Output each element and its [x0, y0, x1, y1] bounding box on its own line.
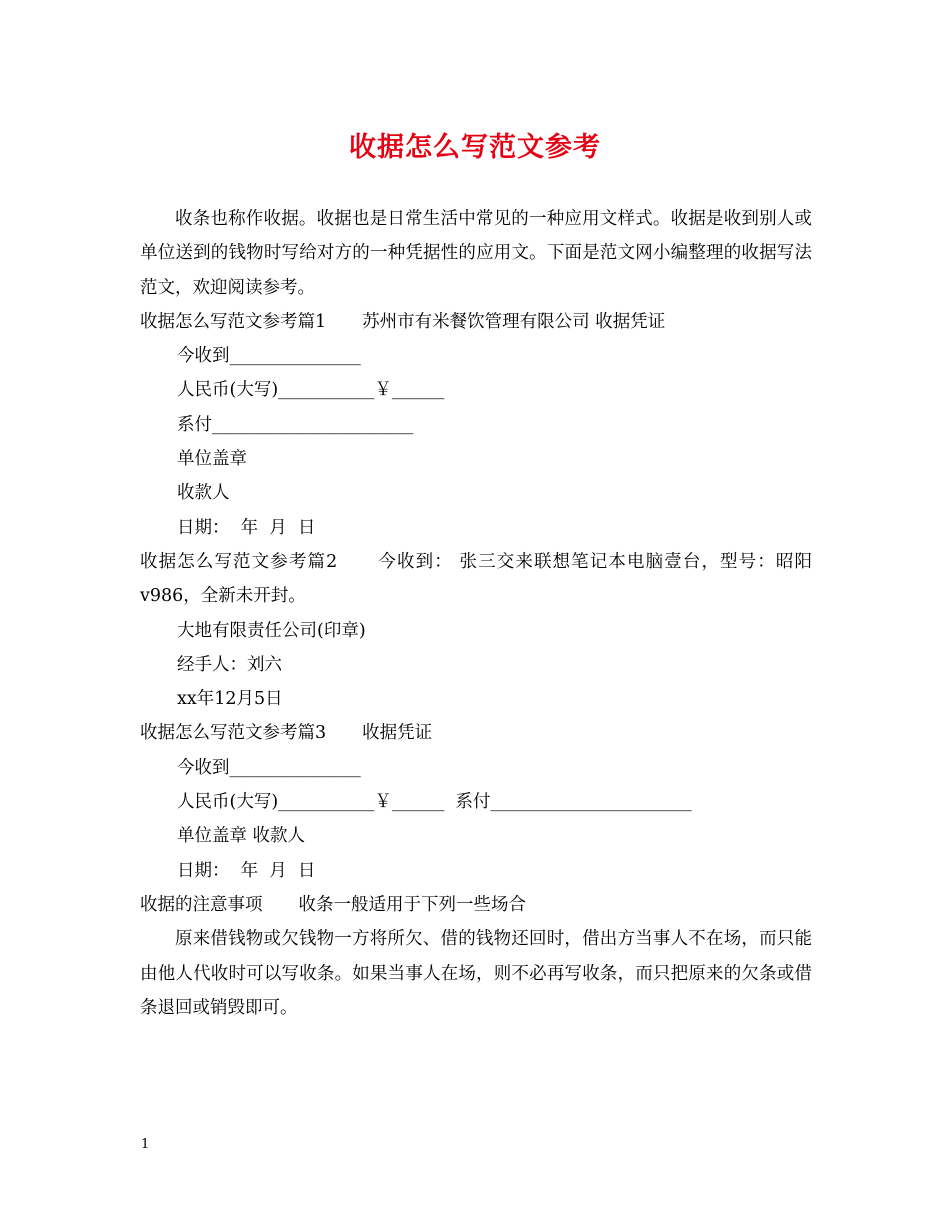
- section1-date: 日期： 年 月 日: [177, 517, 316, 538]
- section2-paragraph: [140, 545, 812, 614]
- section1-payer: 系付_______________________: [177, 414, 414, 435]
- section2-seal: 大地有限责任公司(印章): [177, 620, 366, 641]
- page-number: 1: [141, 1137, 150, 1152]
- notes-heading-line: [140, 888, 812, 922]
- section3-received: 今收到_______________: [177, 757, 361, 778]
- intro-paragraph: 收条也称作收据。收据也是日常生活中常见的一种应用文样式。收据是收到别人或单位送到的钱物时写给对方的一种凭据性的应用文。下面是范文网小编整理的收据写法范文，欢迎阅读参考。: [140, 209, 812, 298]
- section3-heading: 收据怎么写范文参考篇3: [140, 723, 327, 744]
- document-title: 收据怎么写范文参考: [349, 132, 601, 163]
- notes-subtitle: 收条一般适用于下列一些场合: [298, 894, 526, 915]
- section2-body-lead: 今收到：: [377, 551, 453, 572]
- section2-heading: 收据怎么写范文参考篇2: [140, 551, 338, 572]
- section3-seal-receiver: 单位盖章 收款人: [177, 826, 306, 847]
- section1-amount: 人民币(大写)___________￥______: [177, 380, 445, 401]
- section3-subtitle: 收据凭证: [362, 723, 433, 744]
- document-body: [140, 202, 812, 1025]
- section1-heading: 收据怎么写范文参考篇1: [140, 311, 327, 332]
- notes-paragraph: 原来借钱物或欠钱物一方将所欠、借的钱物还回时，借出方当事人不在场，而只能由他人代收时可以写收条。如果当事人在场，则不必再写收条，而只把原来的欠条或借条退回或销毁即可。: [140, 929, 812, 1018]
- section1-received: 今收到_______________: [177, 346, 361, 367]
- section3-heading-line: [140, 716, 812, 750]
- section2-handler: 经手人：刘六: [177, 654, 282, 675]
- section1-receiver: 收款人: [177, 483, 230, 504]
- section3-date: 日期： 年 月 日: [177, 860, 316, 881]
- section2-date: xx年12月5日: [177, 689, 283, 710]
- section3-amount: 人民币(大写)___________￥______ 系付_______________________: [177, 792, 692, 813]
- section1-seal: 单位盖章: [177, 449, 247, 470]
- notes-heading: 收据的注意事项: [140, 894, 263, 915]
- section2-body-text: 张三交来联想笔记本电脑壹台，型号：昭阳v986，全新未开封。: [140, 551, 813, 607]
- section1-subtitle: 苏州市有米餐饮管理有限公司 收据凭证: [362, 311, 666, 332]
- section1-heading-line: [140, 305, 812, 339]
